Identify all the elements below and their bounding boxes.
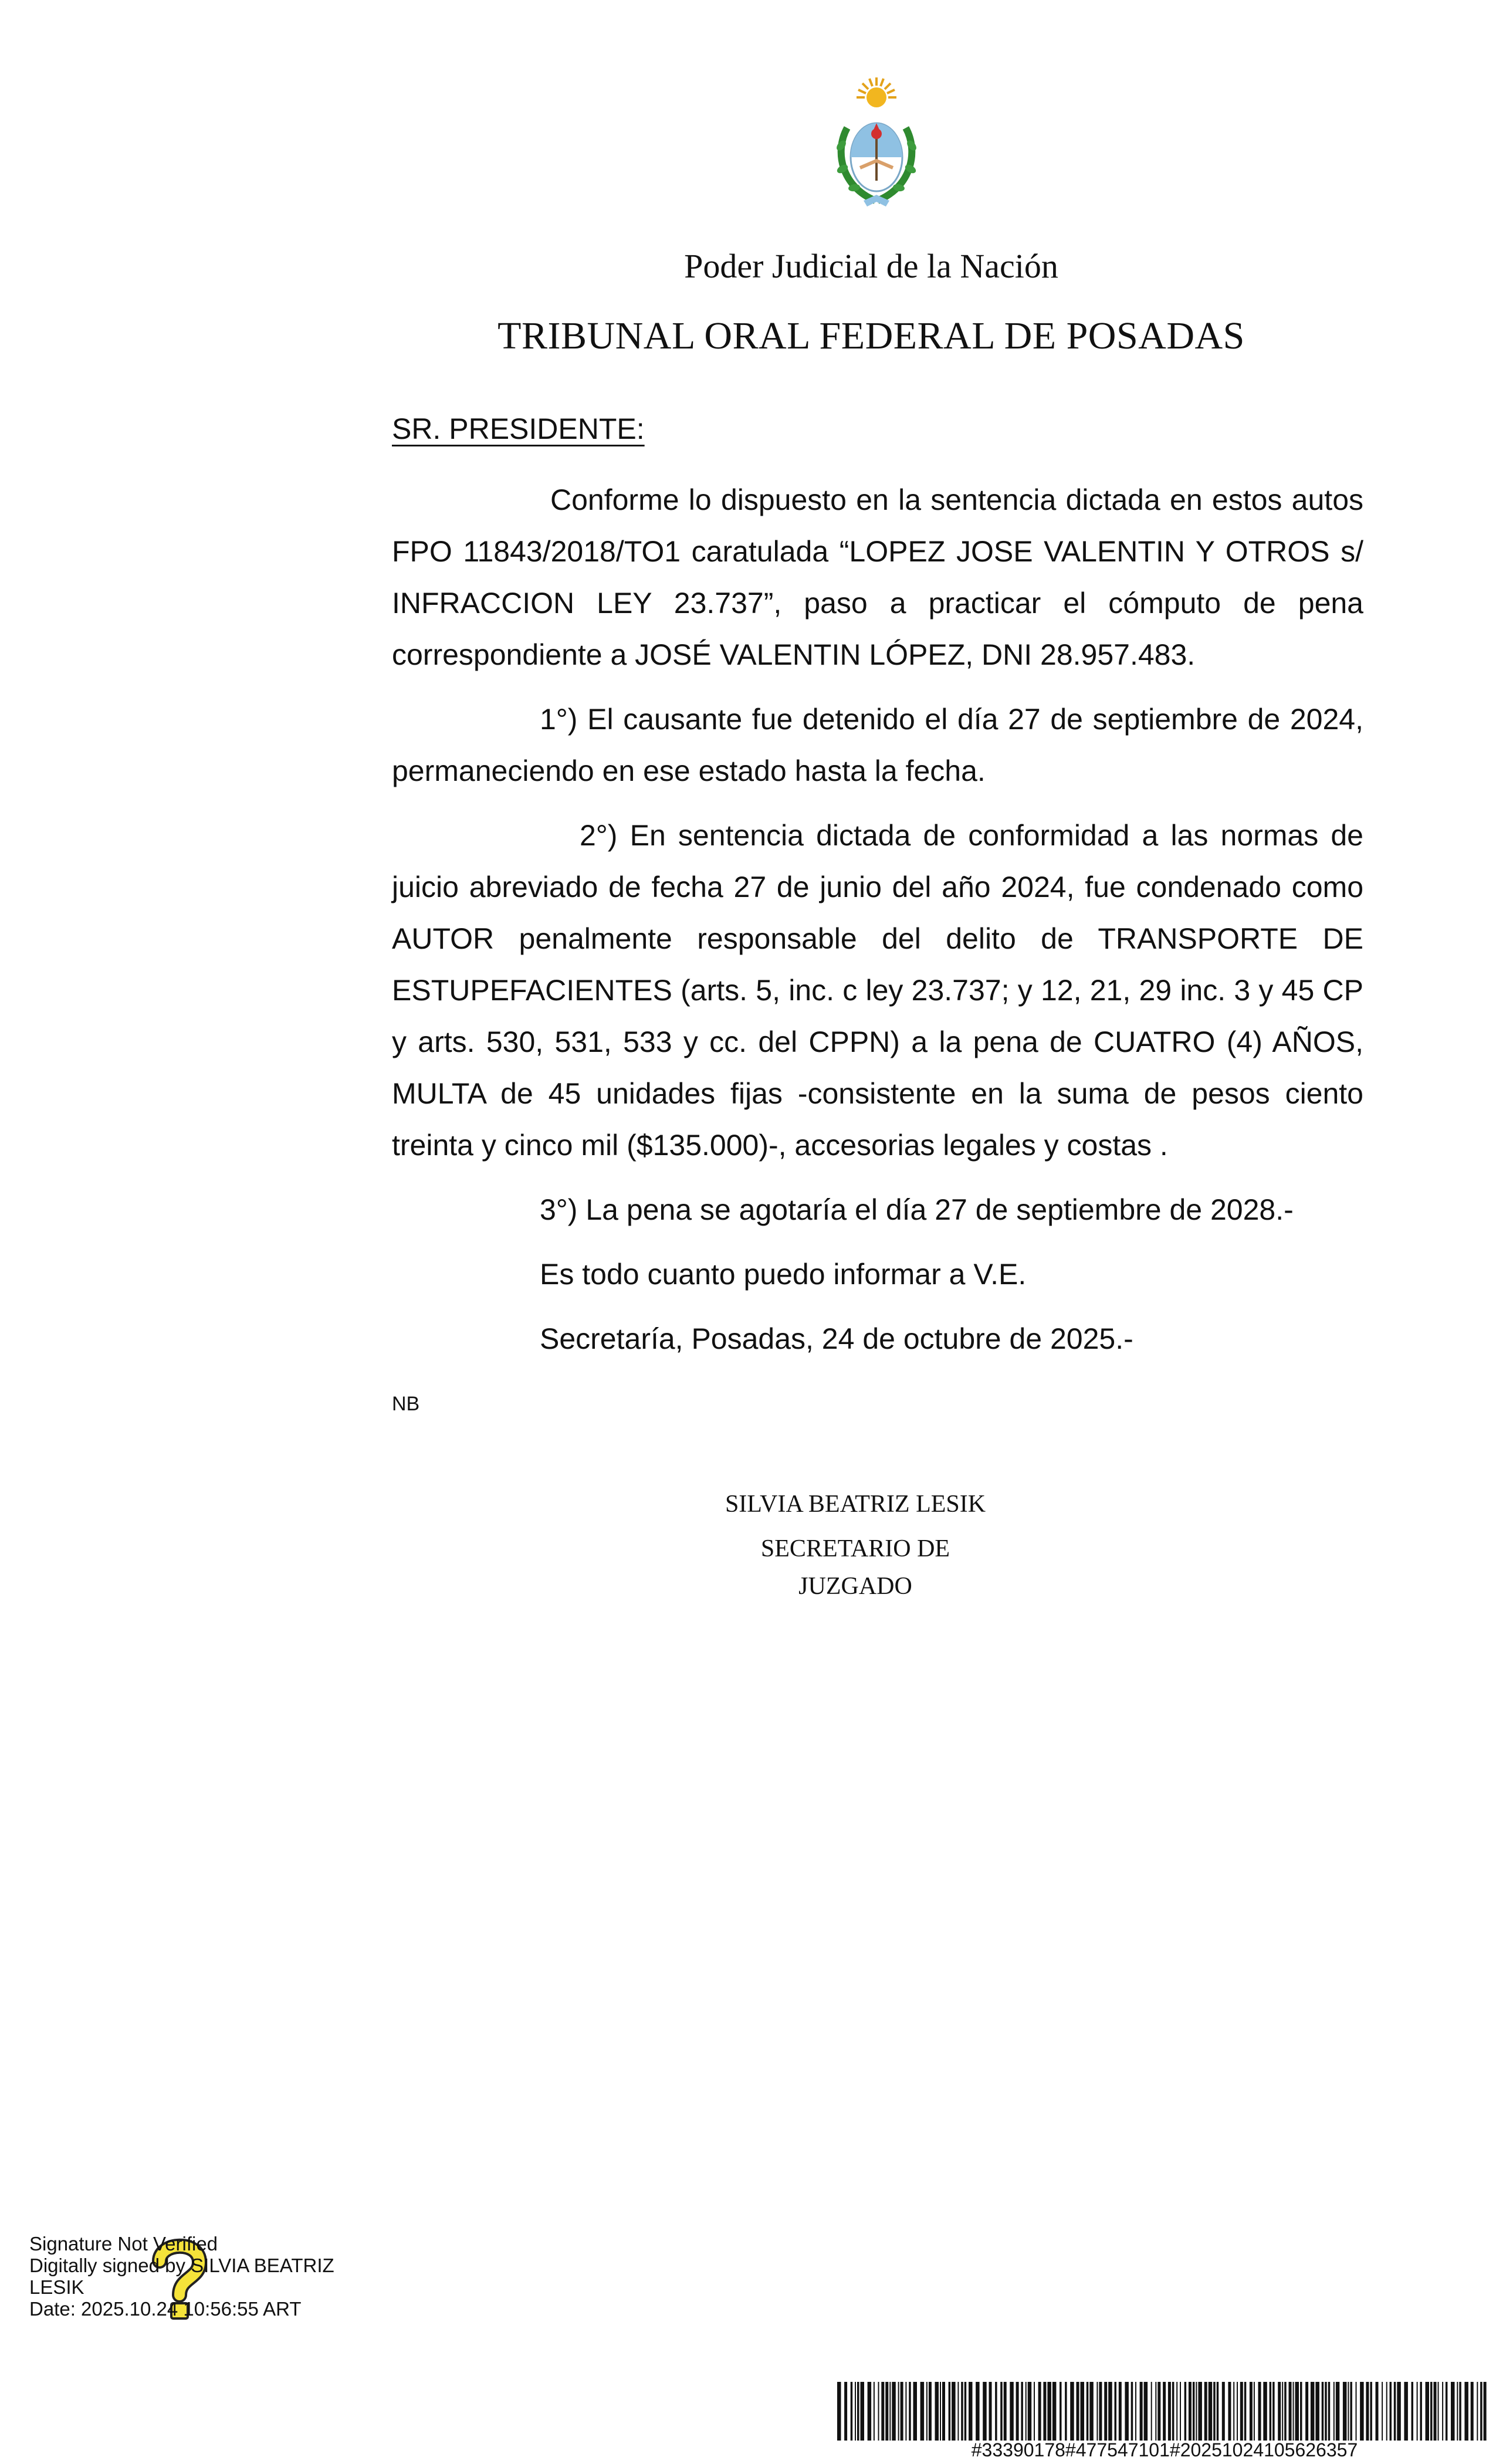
- court-name: TRIBUNAL ORAL FEDERAL DE POSADAS: [497, 314, 1245, 357]
- signatory-title-line2: JUZGADO: [798, 1573, 912, 1600]
- paragraph-closing: Es todo cuanto puedo informar a V.E.: [540, 1258, 1027, 1291]
- paragraph-expiry: 3°) La pena se agotaría el día 27 de septiembre de 2028.-: [540, 1193, 1294, 1226]
- signature-date: Date: 2025.10.24 10:56:55 ART: [29, 2298, 302, 2320]
- barcode-icon: [836, 2382, 1493, 2441]
- paragraph-intro: Conforme lo dispuesto en la sentencia dictada en estos autos FPO 11843/2018/TO1 caratulada “LOPEZ JOSE VALENTIN Y OTROS s/ INFRACCION LEY 23.737”, paso a practicar el cómputo de pena correspondiente a JOSÉ VALENTIN LÓPEZ, DNI 28.957.483.: [392, 483, 1363, 671]
- salutation: SR. PRESIDENTE:: [392, 412, 645, 445]
- signature-status: Signature Not Verified: [29, 2233, 218, 2255]
- paragraph-sentence: 2°) En sentencia dictada de conformidad a las normas de juicio abreviado de fecha 27 de junio del año 2024, fue condenado como AUTOR penalmente responsable del delito de TRANSPORTE DE ESTUPEFACIENTES (arts. 5, inc. c ley 23.737; y 12, 21, 29 inc. 3 y 45 CP y arts. 530, 531, 533 y cc. del CPPN) a la pena de CUATRO (4) AÑOS, MULTA de 45 unidades fijas -consistente en la suma de pesos ciento treinta y cinco mil ($135.000)-, accesorias legales y costas .: [392, 819, 1363, 1162]
- document-body: [392, 474, 1363, 1377]
- author-initials: NB: [392, 1393, 420, 1415]
- signatory-block: [679, 1485, 1031, 1605]
- barcode-number: #33390178#477547101#20251024105626357: [971, 2439, 1358, 2460]
- signature-signed-by-2: LESIK: [29, 2276, 84, 2298]
- institution-name: Poder Judicial de la Nación: [684, 247, 1058, 285]
- digital-signature-stamp: [29, 2233, 405, 2320]
- signature-signed-by-1: Digitally signed by SILVIA BEATRIZ: [29, 2255, 334, 2276]
- argentina-coat-of-arms-icon: [830, 75, 923, 210]
- signatory-title-line1: SECRETARIO DE: [760, 1535, 950, 1562]
- paragraph-detention: 1°) El causante fue detenido el día 27 de septiembre de 2024, permaneciendo en ese estado hasta la fecha.: [392, 703, 1363, 787]
- paragraph-place-date: Secretaría, Posadas, 24 de octubre de 2025.-: [540, 1322, 1133, 1355]
- signatory-name: SILVIA BEATRIZ LESIK: [725, 1491, 986, 1518]
